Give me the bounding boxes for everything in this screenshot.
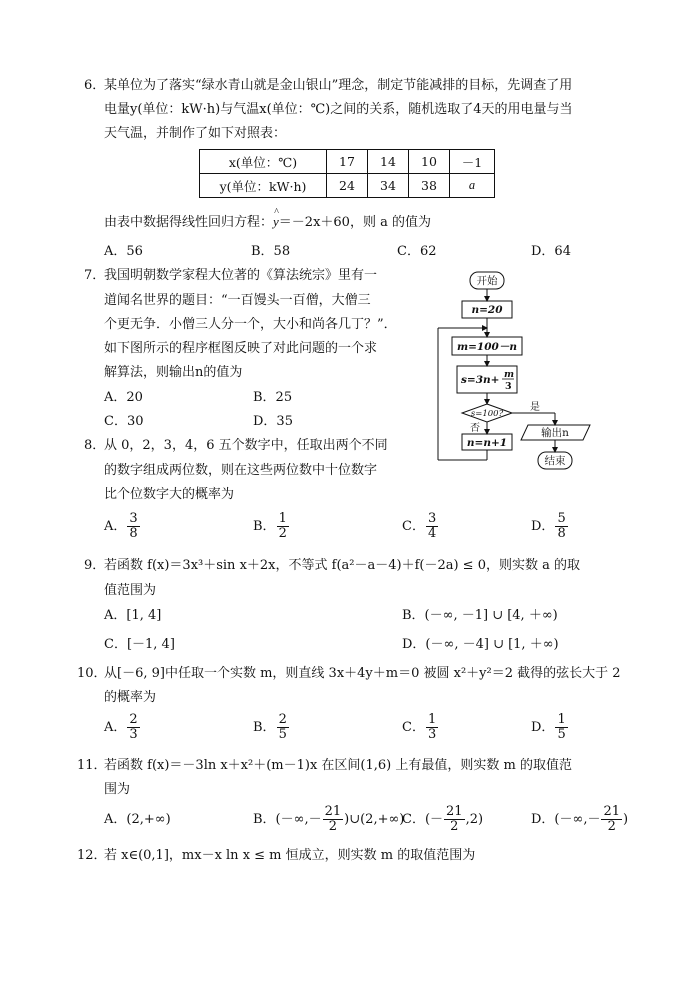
option-c: C．[－1, 4] bbox=[104, 637, 175, 652]
option-text: )∪(2,+∞) bbox=[344, 812, 405, 827]
fraction-numerator: 2 bbox=[278, 712, 287, 727]
option-a: A．56 bbox=[104, 244, 143, 259]
flow-inc-label: n=n+1 bbox=[466, 437, 508, 449]
option-b: B．(－∞, －1] ∪ [4, ＋∞) bbox=[402, 608, 558, 623]
question-number: 6． bbox=[84, 78, 106, 93]
question-text: 个更无争．小僧三人分一个，大小和尚各几丁？”． bbox=[104, 317, 397, 332]
table-cell: 38 bbox=[409, 174, 450, 198]
fraction-denominator: 3 bbox=[129, 727, 138, 742]
fraction-numerator: 3 bbox=[427, 511, 437, 526]
fraction-denominator: 2 bbox=[450, 819, 459, 834]
flow-start-label: 开始 bbox=[476, 275, 498, 287]
fraction-denominator: 4 bbox=[427, 526, 437, 541]
fraction-denominator: 2 bbox=[607, 819, 616, 834]
table-cell: 24 bbox=[327, 174, 368, 198]
fraction-denominator: 3 bbox=[427, 727, 437, 742]
fraction-numerator: 21 bbox=[324, 804, 342, 819]
question-text: 若 x∈(0,1]，mx－x ln x ≤ m 恒成立，则实数 m 的取值范围为 bbox=[104, 848, 476, 863]
option-label: D． bbox=[531, 519, 555, 534]
option-d: D．35 bbox=[253, 414, 293, 429]
question-text: 若函数 f(x)＝3x³＋sin x＋2x，不等式 f(a²－a－4)＋f(－2a) ≤ 0，则实数 a 的取 bbox=[104, 558, 580, 573]
fraction-denominator: 8 bbox=[129, 526, 138, 541]
option-b: B．58 bbox=[251, 244, 291, 259]
fraction-denominator: 5 bbox=[557, 727, 566, 742]
question-text: 解算法，则输出n的值为 bbox=[104, 365, 243, 380]
question-text: 比个位数字大的概率为 bbox=[104, 487, 235, 502]
question-text: 的数字组成两位数，则在这些两位数中十位数字 bbox=[104, 463, 378, 478]
flow-step2-den: 3 bbox=[505, 381, 512, 392]
table-cell: －1 bbox=[450, 150, 495, 174]
table-cell: a bbox=[450, 174, 495, 198]
option-b bbox=[253, 805, 404, 835]
option-a: A．20 bbox=[104, 390, 143, 405]
regression-equation: ＝－2x＋60，则 a 的值为 bbox=[278, 215, 431, 230]
flowchart bbox=[430, 262, 605, 474]
question-number: 12． bbox=[77, 848, 107, 863]
option-d: D．64 bbox=[531, 244, 571, 259]
option-d bbox=[531, 713, 569, 743]
table-cell: 14 bbox=[368, 150, 409, 174]
option-label: D． bbox=[531, 720, 555, 735]
option-text: D．(－∞,－ bbox=[531, 812, 601, 827]
flow-step2-num: m bbox=[504, 369, 515, 380]
fraction-denominator: 2 bbox=[328, 819, 337, 834]
question-text: 我国明朝数学家程大位著的《算法统宗》里有一 bbox=[104, 268, 378, 283]
y-hat: ^ y bbox=[273, 213, 279, 231]
option-c: C．30 bbox=[104, 414, 144, 429]
fraction-numerator: 3 bbox=[129, 511, 138, 526]
fraction-denominator: 5 bbox=[278, 727, 287, 742]
option-a bbox=[104, 512, 141, 542]
option-label: C． bbox=[402, 519, 425, 534]
flow-step1-label: m=100－n bbox=[457, 341, 517, 353]
option-text: ,2) bbox=[465, 812, 484, 827]
question-number: 7． bbox=[84, 268, 106, 283]
option-text: C．(－ bbox=[402, 812, 444, 827]
flow-yes-label: 是 bbox=[530, 402, 540, 413]
question-text: 若函数 f(x)＝－3ln x＋x²＋(m－1)x 在区间(1,6) 上有最值，则实数 m 的取值范 bbox=[104, 758, 572, 773]
table-row-label: x(单位：℃) bbox=[200, 150, 327, 174]
question-text: 从[－6, 9]中任取一个实数 m，则直线 3x＋4y＋m＝0 被圆 x²＋y²＝2 截得的弦长大于 2 bbox=[104, 666, 621, 681]
option-b bbox=[253, 512, 290, 542]
fraction-denominator: 8 bbox=[557, 526, 566, 541]
flow-no-label: 否 bbox=[470, 423, 480, 434]
fraction-denominator: 2 bbox=[278, 526, 287, 541]
question-text: 天气温，并制作了如下对照表： bbox=[104, 126, 287, 141]
table-cell: 10 bbox=[409, 150, 450, 174]
fraction-numerator: 5 bbox=[557, 511, 566, 526]
fraction-numerator: 21 bbox=[603, 804, 621, 819]
option-c: C．62 bbox=[397, 244, 437, 259]
question-number: 9． bbox=[84, 558, 106, 573]
regression-intro: 由表中数据得线性回归方程： bbox=[104, 215, 274, 230]
option-label: A． bbox=[104, 519, 127, 534]
table-cell: 34 bbox=[368, 174, 409, 198]
data-table bbox=[199, 149, 495, 198]
flow-step2-label: s=3n+ bbox=[461, 374, 500, 386]
question-text: 如下图所示的程序框图反映了对此问题的一个求 bbox=[104, 341, 378, 356]
fraction-numerator: 1 bbox=[278, 511, 287, 526]
flow-init-label: n=20 bbox=[471, 304, 503, 316]
option-b bbox=[253, 713, 290, 743]
table-row-label: y(单位：kW·h) bbox=[200, 174, 327, 198]
question-number: 11． bbox=[77, 758, 107, 773]
option-a bbox=[104, 713, 141, 743]
question-number: 10． bbox=[77, 666, 107, 681]
question-text: 值范围为 bbox=[104, 583, 157, 598]
question-text: 围为 bbox=[104, 782, 131, 797]
option-label: C． bbox=[402, 720, 425, 735]
question-text bbox=[104, 213, 431, 232]
flow-end-label: 结束 bbox=[544, 455, 566, 467]
flow-output-label: 输出n bbox=[541, 427, 569, 439]
option-label: A． bbox=[104, 720, 127, 735]
option-d bbox=[531, 512, 569, 542]
fraction-numerator: 21 bbox=[446, 804, 463, 819]
fraction-numerator: 1 bbox=[427, 712, 437, 727]
option-text: B．(－∞,－ bbox=[253, 812, 322, 827]
question-text: 道闻名世界的题目：“一百馒头一百僧，大僧三 bbox=[104, 293, 371, 308]
option-d: D．(－∞, －4] ∪ [1, ＋∞) bbox=[402, 637, 559, 652]
option-d bbox=[531, 805, 628, 835]
table-row bbox=[200, 174, 495, 198]
option-text: ) bbox=[623, 812, 629, 827]
table-cell: 17 bbox=[327, 150, 368, 174]
fraction-numerator: 1 bbox=[557, 712, 566, 727]
option-label: B． bbox=[253, 519, 276, 534]
question-text: 某单位为了落实“绿水青山就是金山银山”理念，制定节能减排的目标，先调查了用 bbox=[104, 78, 573, 93]
option-c bbox=[402, 713, 439, 743]
table-row bbox=[200, 150, 495, 174]
option-c bbox=[402, 512, 439, 542]
question-text: 的概率为 bbox=[104, 690, 157, 705]
option-b: B．25 bbox=[253, 390, 293, 405]
option-a: A．(2,+∞) bbox=[104, 812, 171, 827]
question-text: 从 0，2，3，4，6 五个数字中，任取出两个不同 bbox=[104, 438, 388, 453]
question-text: 电量y(单位：kW·h)与气温x(单位：℃)之间的关系，随机选取了4天的用电量与当 bbox=[104, 102, 573, 117]
option-a: A．[1, 4] bbox=[104, 608, 162, 623]
option-c bbox=[402, 805, 483, 835]
question-number: 8． bbox=[84, 438, 106, 453]
fraction-numerator: 2 bbox=[129, 712, 138, 727]
option-label: B． bbox=[253, 720, 276, 735]
flow-condition-label: s=100? bbox=[470, 409, 504, 419]
